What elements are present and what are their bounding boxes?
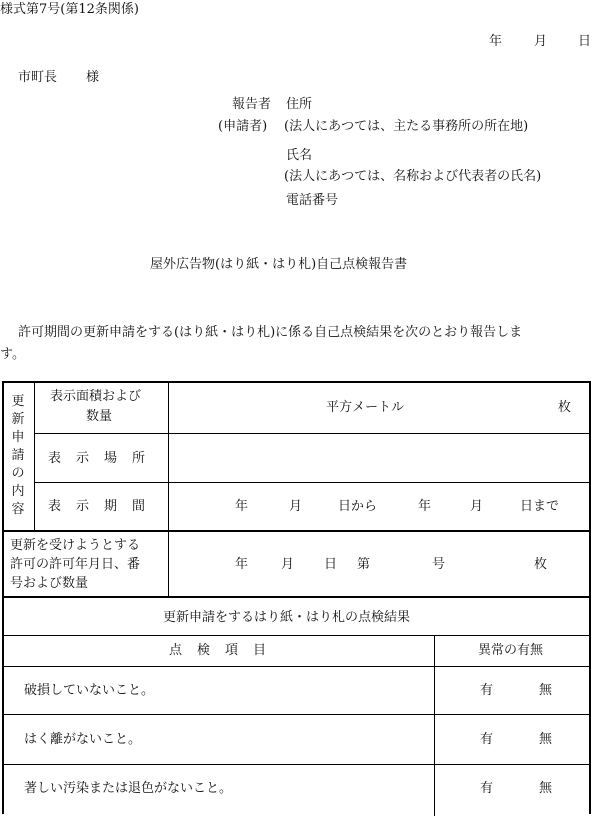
period-label: 表 示 期 間 [48, 499, 146, 514]
check-item-column-header: 点 検 項 目 [169, 643, 267, 658]
check-results-title: 更新申請をするはり紙・はり札の点検結果 [163, 610, 411, 625]
address-label: 住所 [286, 97, 313, 112]
addressee-title: 市町長 [18, 70, 58, 85]
period-month-from: 月 [289, 499, 303, 514]
grid-line [34, 383, 35, 531]
name-label: 氏名 [286, 148, 313, 163]
reporter-label: 報告者 [232, 97, 272, 112]
period-day-to: 日まで [520, 499, 560, 514]
permit-label-line3: 号および数量 [10, 576, 89, 591]
check-yes: 有 [480, 781, 494, 796]
document-title: 屋外広告物(はり紙・はり札)自己点検報告書 [150, 257, 408, 272]
grid-line [434, 635, 435, 816]
abnormality-column-header: 異常の有無 [478, 643, 544, 658]
check-no: 無 [539, 683, 553, 698]
address-note: (法人にあつては、主たる事務所の所在地) [284, 119, 529, 134]
permit-month: 月 [281, 557, 295, 572]
location-label: 表 示 場 所 [48, 451, 146, 466]
permit-number-prefix: 第 [357, 557, 371, 572]
report-form-table [2, 381, 591, 814]
period-year-to: 年 [418, 499, 432, 514]
permit-sheets-unit: 枚 [534, 557, 548, 572]
area-label-line1: 表示面積および [50, 389, 142, 404]
grid-line [4, 666, 591, 667]
area-unit-sheets: 枚 [558, 400, 572, 415]
date-year-label: 年 [489, 34, 503, 49]
check-yes: 有 [480, 683, 494, 698]
period-day-from: 日から [338, 499, 378, 514]
name-note: (法人にあつては、名称および代表者の氏名) [284, 169, 542, 184]
grid-line [4, 596, 591, 598]
permit-day: 日 [324, 557, 338, 572]
applicant-label: (申請者) [218, 119, 268, 134]
renewal-content-side-label: 更 新 申 請 の 内 容 [11, 394, 25, 517]
period-year-from: 年 [235, 499, 249, 514]
check-no: 無 [539, 732, 553, 747]
intro-text-line1: 許可期間の更新申請をする(はり紙・はり札)に係る自己点検結果を次のとおり報告しま [18, 325, 523, 340]
check-no: 無 [539, 781, 553, 796]
permit-year: 年 [235, 557, 249, 572]
addressee-honorific: 様 [86, 70, 100, 85]
grid-line [4, 764, 591, 765]
grid-line [34, 482, 591, 483]
check-item-stain: 著しい汚染または退色がないこと。 [24, 781, 233, 796]
date-day-label: 日 [578, 34, 592, 49]
permit-label-line2: 許可の許可年月日、番 [10, 557, 141, 572]
period-month-to: 月 [470, 499, 484, 514]
area-unit-sqm: 平方メートル [326, 400, 405, 415]
check-item-peeling: はく離がないこと。 [24, 732, 142, 747]
grid-line [4, 635, 591, 636]
permit-label-line1: 更新を受けようとする [10, 538, 141, 553]
check-item-damage: 破損していないこと。 [24, 683, 155, 698]
grid-line [168, 383, 169, 597]
date-month-label: 月 [534, 34, 548, 49]
area-label-line2: 数量 [86, 409, 113, 424]
check-yes: 有 [480, 732, 494, 747]
permit-number-suffix: 号 [432, 557, 446, 572]
grid-line [34, 433, 591, 434]
phone-label: 電話番号 [286, 193, 339, 208]
form-number: 様式第7号(第12条関係) [0, 2, 139, 17]
grid-line [4, 714, 591, 715]
grid-line [4, 530, 591, 532]
intro-text-line2: す。 [0, 347, 25, 362]
